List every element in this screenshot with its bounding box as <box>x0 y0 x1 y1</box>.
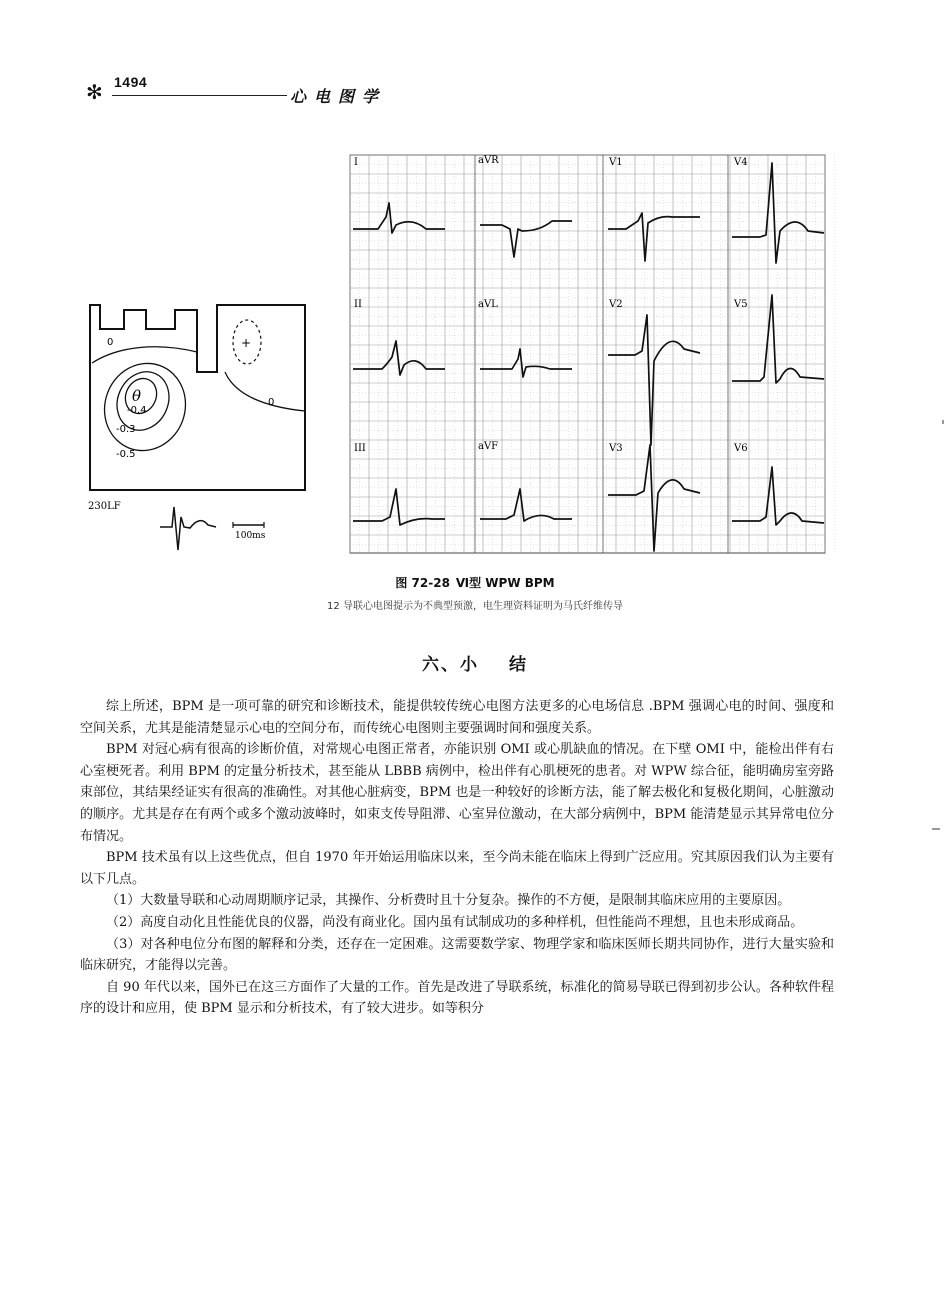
lead-label-avl: aVL <box>478 299 498 310</box>
lead-label-v3: V3 <box>609 443 623 454</box>
lead-label-v6: V6 <box>734 443 748 454</box>
scan-mark <box>942 420 944 424</box>
lead-label-v5: V5 <box>734 299 748 310</box>
star-icon: ✻ <box>86 80 103 104</box>
contour-label-neg-03: -0.3 <box>116 424 136 435</box>
contour-label-zero-top: 0 <box>107 337 114 348</box>
paragraph-1: 综上所述，BPM 是一项可靠的研究和诊断技术，能提供较传统心电图方法更多的心电场信息 .BPM 强调心电的时间、强度和空间关系，尤其是能清楚显示心电的空间分布，而传统心电图则主要强调时间和强度关系。 <box>80 699 834 736</box>
lead-label-iii: III <box>354 443 366 454</box>
contour-label-zero-right: 0 <box>268 397 275 408</box>
paragraph-3: BPM 技术虽有以上这些优点，但自 1970 年开始运用临床以来，至今尚未能在临床上得到广泛应用。究其原因我们认为主要有以下几点。 <box>80 850 834 887</box>
theta-symbol: θ <box>132 387 142 405</box>
paragraph-5: （2）高度自动化且性能优良的仪器，尚没有商业化。国内虽有试制成功的多种样机，但性能尚不理想，且也未形成商品。 <box>106 914 804 930</box>
lead-label-i: I <box>354 157 358 168</box>
contour-zero-right <box>225 372 305 411</box>
header-rule <box>112 95 287 96</box>
lead-label-avr: aVR <box>478 155 499 166</box>
lead-label-v4: V4 <box>734 157 748 168</box>
figure-number: 图 72-28 <box>395 576 450 590</box>
lead-label-v2: V2 <box>609 299 623 310</box>
paragraph-6: （3）对各种电位分布图的解释和分类，还存在一定困难。这需要数学家、物理学家和临床医师长期共同协作，进行大量实验和临床研究，才能得以完善。 <box>80 936 834 974</box>
figure-note: 12 导联心电图提示为不典型预激，电生理资料证明为马氏纤维传导 <box>327 601 623 612</box>
lead-label-v1: V1 <box>609 157 623 168</box>
page-number: 1494 <box>114 74 148 90</box>
map-lead-label: 230LF <box>88 501 121 512</box>
contour-label-neg-04: -0.4 <box>127 405 147 416</box>
lead-label-ii: II <box>354 299 362 310</box>
paragraph-2: BPM 对冠心病有很高的诊断价值，对常规心电图正常者，亦能识别 OMI 或心肌缺血的情况。在下壁 OMI 中，能检出伴有右心室梗死者。利用 BPM 的定量分析技术，甚至能从 LBBB 病例中，检出伴有心肌梗死的患者。对 WPW 综合征，能明确房室旁路束部位，其结果经证实有很高的准确性。对其他心脏病变，BPM 也是一种较好的诊断方法，能了解去极化和复极化期间，心脏激动的顺序。尤其是存在有两个或多个激动波峰时，如束支传导阻滞、心室异位激动，在大部分病例中，BPM 能清楚显示其异常电位分布情况。 <box>80 742 834 844</box>
ecg-grid <box>350 155 835 553</box>
contour-label-neg-05: -0.5 <box>116 449 136 460</box>
scale-label: 100ms <box>235 531 266 541</box>
scan-mark <box>932 828 940 830</box>
paragraph-7: 自 90 年代以来，国外已在这三方面作了大量的工作。首先是改进了导联系统，标准化的简易导联已得到初步公认。各种软件程序的设计和应用，使 BPM 显示和分析技术，有了较大进步。如等积分 <box>80 979 834 1017</box>
figure-title: Ⅵ型 WPW BPM <box>455 576 555 590</box>
section-title: 六、小 结 <box>422 655 528 675</box>
figure-72-28 <box>60 145 840 560</box>
paragraph-4: （1）大数量导联和心动周期顺序记录，其操作、分析费时且十分复杂。操作的不方便，是限制其临床应用的主要原因。 <box>106 893 791 909</box>
figure-caption <box>0 574 950 591</box>
plus-symbol: + <box>241 336 252 350</box>
contour-zero-top <box>92 347 197 363</box>
map-waveform <box>160 507 216 550</box>
body-text <box>80 696 834 1020</box>
lead-label-avf: aVF <box>478 441 499 452</box>
book-title: 心电图学 <box>290 87 387 106</box>
